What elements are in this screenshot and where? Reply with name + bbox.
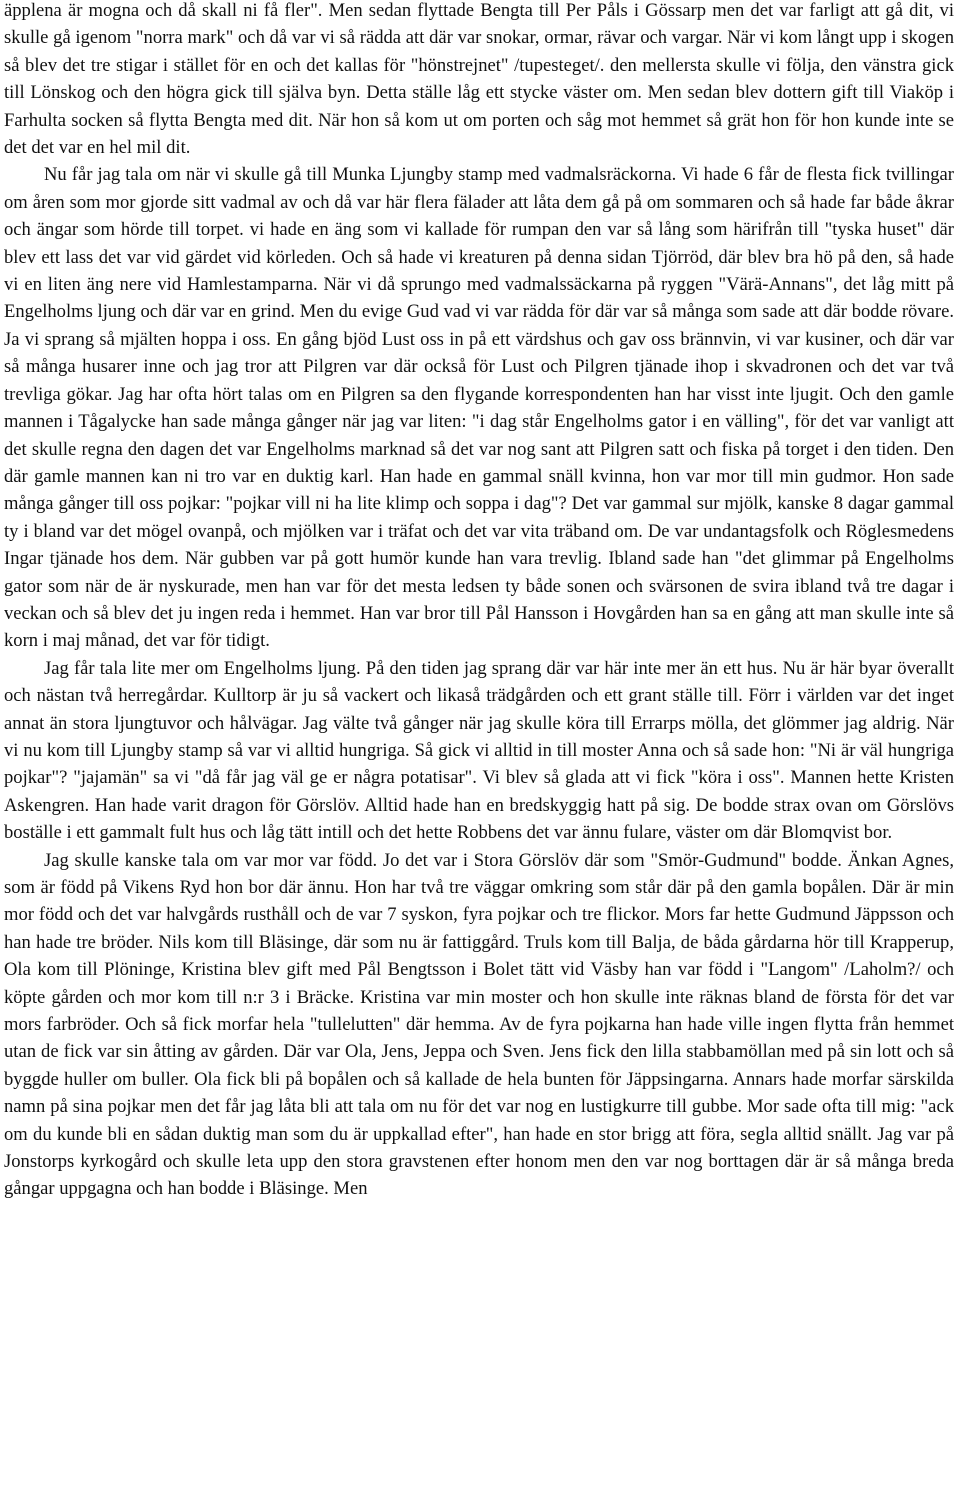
paragraph-3: Jag får tala lite mer om Engelholms ljung. På den tiden jag sprang där var här inte mer än ett hus. Nu är här byar överallt och nästan två herregårdar. Kulltorp är ju så vackert och likaså trädgården och ett grant ställe till. Förr i världen var det inget annat än stora ljungtuvor och hålvägar. Jag välte två gånger när jag skulle köra till Errarps mölla, det glömmer jag aldrig. När vi nu kom till Ljungby stamp så var vi alltid hungriga. Så gick vi alltid in till moster Anna och så sade hon: "Ni är väl hungriga pojkar"? "jajamän" sa vi "då får jag väl ge er några potatisar". Vi blev så glada att vi fick "köra i oss". Mannen hette Kristen Askengren. Han hade varit dragon för Görslöv. Alltid hade han en bredskyggig hatt på sig. De bodde strax ovan om Görslövs boställe i ett gammalt fult hus och låg tätt intill och det hette Robbens det var ännu fulare, väster om där Blomqvist bor. (4, 657, 954, 844)
paragraph-1: äpplena är mogna och då skall ni få fler". Men sedan flyttade Bengta till Per Påls i Gössarp men det var farligt att gå dit, vi skulle gå igenom "norra mark" och då var vi så rädda att där var snokar, ormar, rävar och vargar. När vi kom långt upp i skogen så blev det tre stigar i stället för en och det kallas för "hönstrejnet" /tupesteget/. den mellersta skulle vi följa, den vänstra gick till Lönskog och den högra gick till själva byn. Detta ställe låg ett stycke väster om. Men sedan blev dottern gift till Viaköp i Farhulta socken så flytta Bengta med dit. När hon så kom ut om porten och såg mot hemmet så grät hon för hon kunde inte se det det var en hel mil dit. (4, 0, 954, 159)
paragraph-2: Nu får jag tala om när vi skulle gå till Munka Ljungby stamp med vadmalsräckorna. Vi hade 6 får de flesta fick tvillingar om åren som mor gjorde sitt vadmal av och då var här flera fälader att låta dem gå på om sommaren och så hade far både åkrar och ängar som hörde till torpet. vi hade en äng som vi kallade för rumpan den var så lång som härifrån till "tyska huset" där blev ett lass det var vid gärdet vid körleden. Och så hade vi kreaturen på denna sidan Tjörröd, där blev bra hö på den, så hade vi en liten äng nere vid Hamlestamparna. När vi då sprungo med vadmalssäckarna på ryggen "Värä-Annans", det låg mitt på Engelholms ljung och där var en grind. Men du evige Gud vad vi var rädda för där var så många som sade att där bodde rövare. Ja vi sprang så mjälten hoppa i oss. En gång bjöd Lust oss in på ett värdshus och gav oss brännvin, vi var kusiner, och där var så många husarer inne och jag tror att Pilgren var där också för Lust och Pilgren tjänade ihop i skvadronen och det var två trevliga gökar. Jag har ofta hört talas om en Pilgren sa den flygande korrespondenten han har visst inte ljugit. Och den gamle mannen i Tågalycke han sade många gånger när jag var liten: "i dag står Engelholms gator i en välling", för det var vanligt att det skulle regna den dagen det var Engelholms marknad så det var nog sant att Pilgren satt och fiska på torget i den tiden. Den där gamle mannen kan ni tro var en duktig karl. Han hade en gammal snäll kvinna, hon var mor till min gudmor. Hon sade många gånger till oss pojkar: "pojkar vill ni ha lite klimp och soppa i dag"? Det var gammal sur mjölk, kanske 8 dagar gammal ty i bland var det mögel ovanpå, och mjölken var i träfat och det var vita träband om. De var undantagsfolk och Röglesmedens Ingar tjänade hos dem. När gubben var på gott humör kunde han vara trevlig. Ibland sade han "det glimmar på Engelholms gator som när de är nyskurade, men han var för det mesta ledsen ty både sonen och svärsonen de svira ibland två tre dagar i veckan och så blev det ju ingen reda i hemmet. Han var bror till Pål Hansson i Hovgården han sa en gång att man skulle inte så korn i maj månad, det var för tidigt. (4, 164, 954, 652)
paragraph-4: Jag skulle kanske tala om var mor var född. Jo det var i Stora Görslöv där som "Smör-Gudmund" bodde. Änkan Agnes, som är född på Vikens Ryd hon bor där ännu. Hon har två tre väggar omkring som står där på den gamla bopålen. Där är min mor född och det var halvgårds rusthåll och de var 7 syskon, fyra pojkar och tre flickor. Mors far hette Gudmund Jäppsson och han hade tre bröder. Nils kom till Bläsinge, där som nu är fattiggård. Truls kom till Balja, de båda gårdarna hör till Krapperup, Ola kom till Plöninge, Kristina blev gift med Pål Bengtsson i Bolet tätt vid Väsby han var född i "Langom" /Laholm?/ och köpte gården och mor kom till n:r 3 i Bräcke. Kristina var min moster och hon skulle inte räknas bland de första för det var mors farbröder. Och så fick morfar hela "tullelutten" där hemma. Av de fyra pojkarna han hade ville ingen flytta från hemmet utan de fick var sin åtting av gården. Där var Ola, Jens, Jeppa och Sven. Jens fick den lilla stabbamöllan med på sin lott och så byggde huller om buller. Ola fick bli på bopålen och så kallade de hela bunten för Jäppsingarna. Annars hade morfar särskilda namn på sina pojkar men det får jag låta bli att tala om nu för det var nog en lustigkurre till gubbe. Mor sade ofta till mig: "ack om du kunde bli en sådan duktig man som du är uppkallad efter", han hade en stor brigg att föra, segla alltid snällt. Jag var på Jonstorps kyrkogård och skulle leta upp den stora gravstenen efter honom men den var nog borttagen där är så många breda gångar uppgagna och han bodde i Bläsinge. Men (4, 849, 954, 1200)
